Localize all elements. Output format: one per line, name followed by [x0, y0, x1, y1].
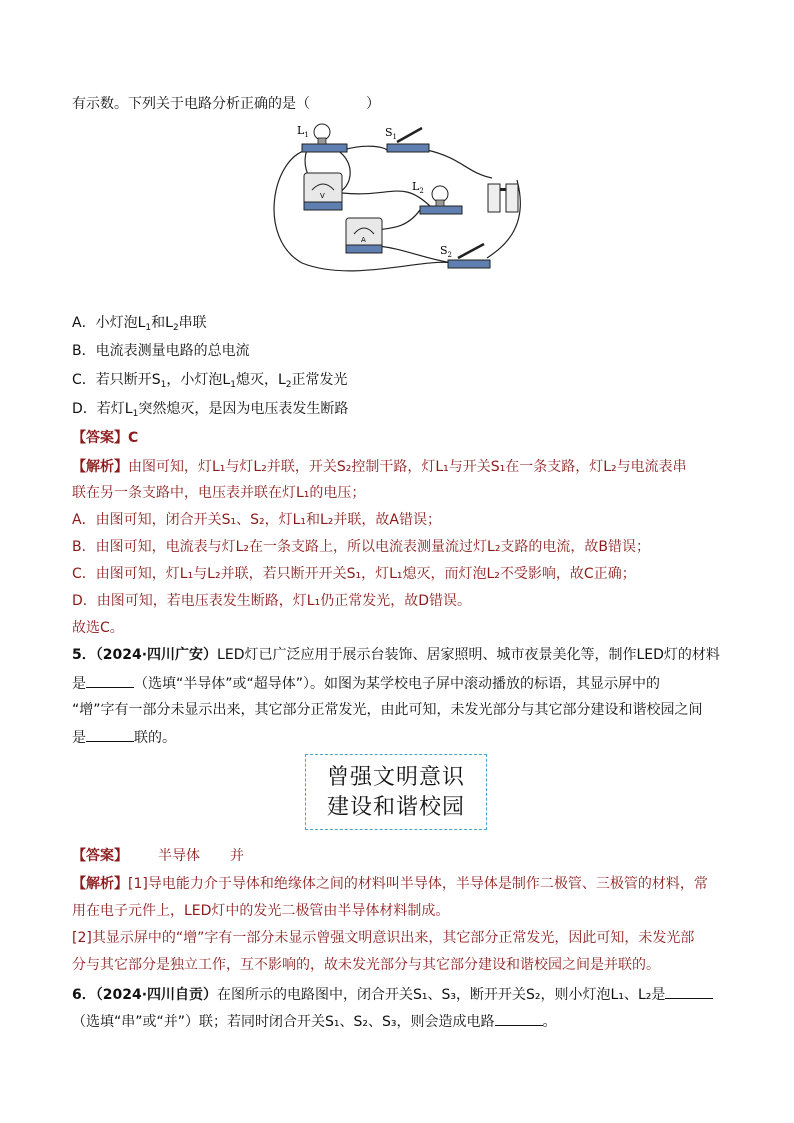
- option-a: A．小灯泡$L_1$和$L_2$串联: [72, 315, 207, 333]
- label-l1: $L_1$: [297, 124, 309, 139]
- q5-analysis-line-1: 【解析】[1]导电能力介于导体和绝缘体之间的材料叫半导体，半导体是制作二极管、三极管的材料，常: [72, 876, 708, 892]
- q6-blank-1[interactable]: [665, 984, 713, 999]
- q5-blank-1[interactable]: [86, 673, 134, 688]
- q4-stem: 有示数。下列关于电路分析正确的是（ ）: [72, 96, 380, 112]
- option-d: D．若灯$L_1$突然熄灭，是因为电压表发生断路: [72, 401, 349, 419]
- q5-analysis-line-3: [2]其显示屏中的“增”字有一部分未显示曾强文明意识出来，其它部分正常发光，因此可知，未发光部: [72, 930, 695, 946]
- ammeter: [346, 218, 382, 253]
- q4-analysis-line-6: D．由图可知，若电压表发生断路，灯L₁仍正常发光，故D错误。: [72, 593, 471, 609]
- voltmeter: [304, 173, 342, 210]
- q4-analysis-line-1: 【解析】由图可知，灯L₁与灯L₂并联，开关S₂控制干路，灯L₁与开关S₁在一条支路，灯L₂与电流表串: [72, 459, 687, 475]
- q4-analysis-line-5: C．由图可知，灯L₁与L₂并联，若只断开开关S₁，灯L₁熄灭，而灯泡L₂不受影响，故C正确；: [72, 566, 636, 582]
- q4-analysis-line-7: 故选C。: [72, 620, 124, 636]
- q5-line-2: 是 （选填“半导体”或“超导体”）。如图为某学校电子屏中滚动播放的标语，其显示屏中的: [72, 673, 660, 694]
- q5-blank-2[interactable]: [86, 727, 134, 742]
- q5-answer: 【答案】 半导体 并: [72, 848, 244, 864]
- option-b: B．电流表测量电路的总电流: [72, 343, 250, 359]
- circuit-figure: [262, 118, 538, 278]
- q4-analysis-line-4: B．由图可知，电流表与灯L₂在一条支路上，所以电流表测量流过灯L₂支路的电流，故B错误；: [72, 539, 651, 555]
- q5-line-4: 是 联的。: [72, 727, 176, 748]
- switch-s2: [448, 244, 490, 268]
- q6-line-2: （选填“串”或“并”）联；若同时闭合开关S₁、S₂、S₃，则会造成电路 。: [72, 1011, 557, 1032]
- battery: [488, 184, 518, 212]
- q5-analysis-line-4: 分与其它部分是独立工作，互不影响的，故未发光部分与其它部分建设和谐校园之间是并联的。: [72, 957, 660, 973]
- q6-blank-2[interactable]: [495, 1011, 543, 1026]
- q5-line-1: 5．（2024·四川广安）LED灯已广泛应用于展示台装饰、居家照明、城市夜景美化等，制作LED灯的材料: [72, 647, 720, 663]
- q6-line-1: 6．（2024·四川自贡）在图所示的电路图中，闭合开关S₁、S₃，断开开关S₂，则小灯泡L₁、L₂是: [72, 984, 713, 1005]
- q4-answer: 【答案】C: [72, 430, 139, 446]
- option-c: C．若只断开$S_1$，小灯泡$L_1$熄灭，$L_2$正常发光: [72, 372, 348, 390]
- q4-analysis-line-2: 联在另一条支路中，电压表并联在灯L₁的电压；: [72, 485, 366, 501]
- label-l2: $L_2$: [412, 180, 424, 195]
- q4-analysis-line-3: A．由图可知，闭合开关S₁、S₂，灯L₁和L₂并联，故A错误；: [72, 512, 441, 528]
- lamp-l2: [420, 186, 462, 214]
- svg-text:V: V: [320, 192, 325, 200]
- slogan-line-2: 建设和谐校园: [326, 795, 465, 820]
- label-s2: $S_2$: [440, 244, 453, 259]
- svg-text:A: A: [361, 236, 366, 244]
- q5-line-3: “增”字有一部分未显示出来，其它部分正常发光，由此可知，未发光部分与其它部分建设和谐校园之间: [72, 702, 703, 718]
- slogan-line-1: 曾强文明意识: [326, 765, 465, 790]
- q5-analysis-line-2: 用在电子元件上，LED灯中的发光二极管由半导体材料制成。: [72, 903, 450, 919]
- label-s1: $S_1$: [385, 126, 398, 141]
- led-slogan-box: [305, 754, 487, 830]
